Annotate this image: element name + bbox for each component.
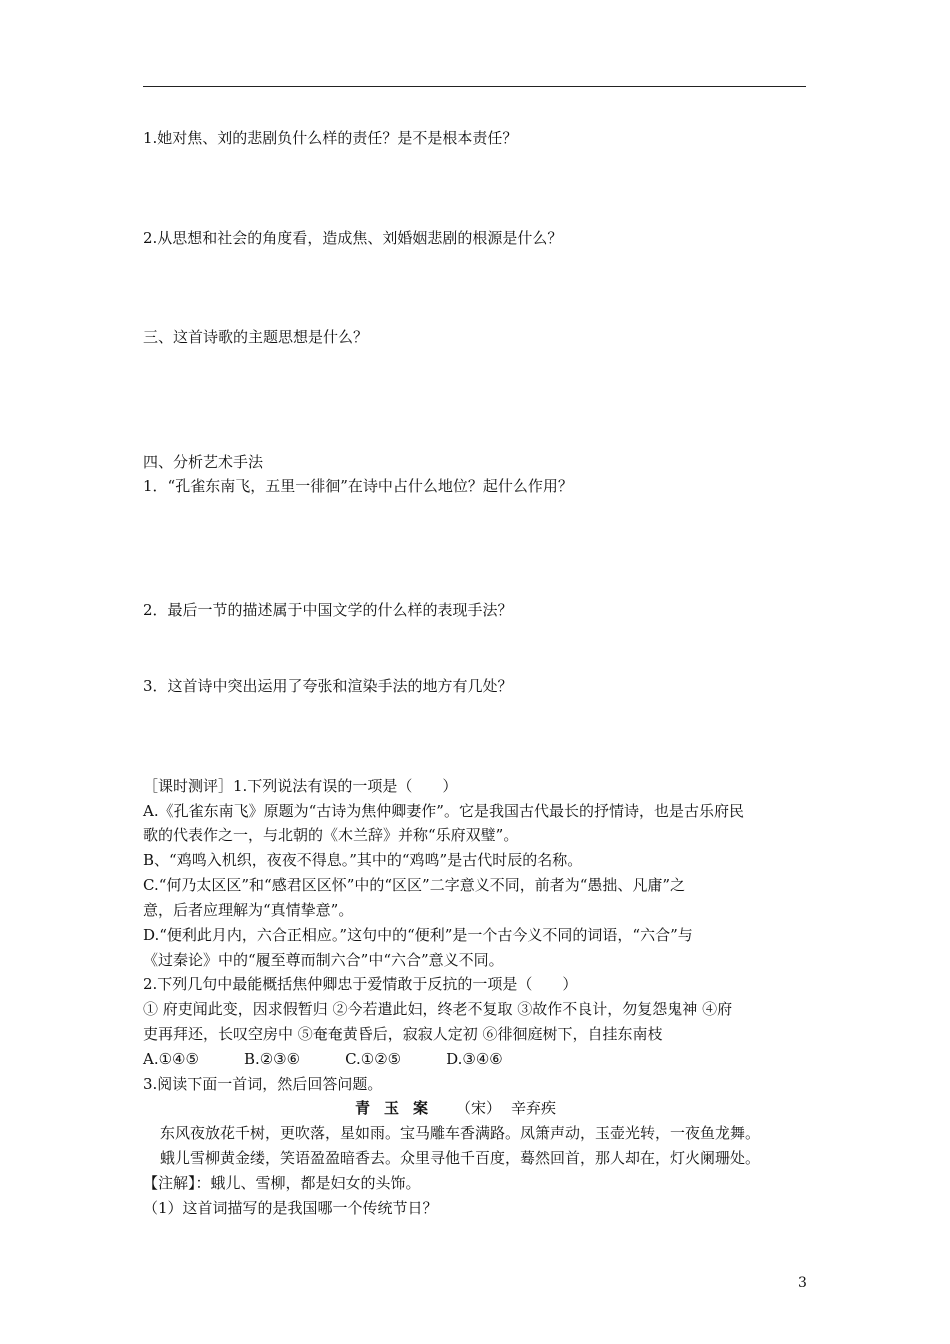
section-four-heading: 四、分析艺术手法 (143, 453, 264, 471)
poem-dynasty: （宋） (456, 1099, 502, 1117)
question-root-cause: 2.从思想和社会的角度看，造成焦、刘婚姻悲剧的根源是什么？ (143, 229, 563, 247)
test-line: A.《孔雀东南飞》原题为“古诗为焦仲卿妻作”。它是我国古代最长的抒情诗，也是古乐府民 (143, 802, 744, 820)
test-line: 3.阅读下面一首词，然后回答问题。 (143, 1075, 383, 1093)
test-line: B、“鸡鸣入机织，夜夜不得息。”其中的“鸡鸣”是古代时辰的名称。 (143, 851, 583, 869)
art-question-1: 1．“孔雀东南飞，五里一徘徊”在诗中占什么地位？起什么作用？ (143, 477, 573, 495)
poem-note: 【注解】：蛾儿、雪柳，都是妇女的头饰。 (143, 1174, 421, 1192)
test-line: A.①④⑤ B.②③⑥ C.①②⑤ D.③④⑥ (143, 1050, 503, 1068)
art-question-3: 3．这首诗中突出运用了夸张和渲染手法的地方有几处？ (143, 677, 513, 695)
test-line: 《过秦论》中的“履至尊而制六合”中“六合”意义不同。 (143, 951, 504, 969)
poem-line-2: 蛾儿雪柳黄金缕，笑语盈盈暗香去。众里寻他千百度，蓦然回首，那人却在，灯火阑珊处。 (160, 1149, 761, 1167)
test-line: C.“何乃太区区”和“感君区区怀”中的“区区”二字意义不同，前者为“愚拙、凡庸”之 (143, 876, 686, 894)
poem-line-1: 东风夜放花千树，更吹落，星如雨。宝马雕车香满路。凤箫声动，玉壶光转，一夜鱼龙舞。 (160, 1124, 761, 1142)
test-line: ［课时测评］1.下列说法有误的一项是（ ） (143, 777, 458, 795)
section-three-heading: 三、这首诗歌的主题思想是什么？ (143, 328, 369, 346)
sub-question-1: （1）这首词描写的是我国哪一个传统节日？ (143, 1199, 438, 1217)
test-line: 意，后者应理解为“真情挚意”。 (143, 901, 354, 919)
page-number: 3 (798, 1275, 807, 1291)
poem-title: 青玉案 (355, 1099, 443, 1117)
test-line: 2.下列几句中最能概括焦仲卿忠于爱情敢于反抗的一项是（ ） (143, 975, 578, 993)
test-line: 歌的代表作之一，与北朝的《木兰辞》并称“乐府双璧”。 (143, 826, 519, 844)
test-line: D.“便利此月内，六合正相应。”这句中的“便利”是一个古今义不同的词语，“六合”与 (143, 926, 693, 944)
art-question-2: 2．最后一节的描述属于中国文学的什么样的表现手法？ (143, 601, 513, 619)
poem-author: 辛弃疾 (511, 1099, 557, 1117)
question-responsibility: 1.她对焦、刘的悲剧负什么样的责任？是不是根本责任？ (143, 129, 518, 147)
poem-title-row (355, 1098, 556, 1118)
test-line: 吏再拜还，长叹空房中 ⑤奄奄黄昏后，寂寂人定初 ⑥徘徊庭树下，自挂东南枝 (143, 1025, 663, 1043)
test-line: ① 府吏闻此变，因求假暂归 ②今若遣此妇，终老不复取 ③故作不良计，勿复怨鬼神 ④府 (143, 1000, 733, 1018)
header-rule (143, 86, 806, 87)
